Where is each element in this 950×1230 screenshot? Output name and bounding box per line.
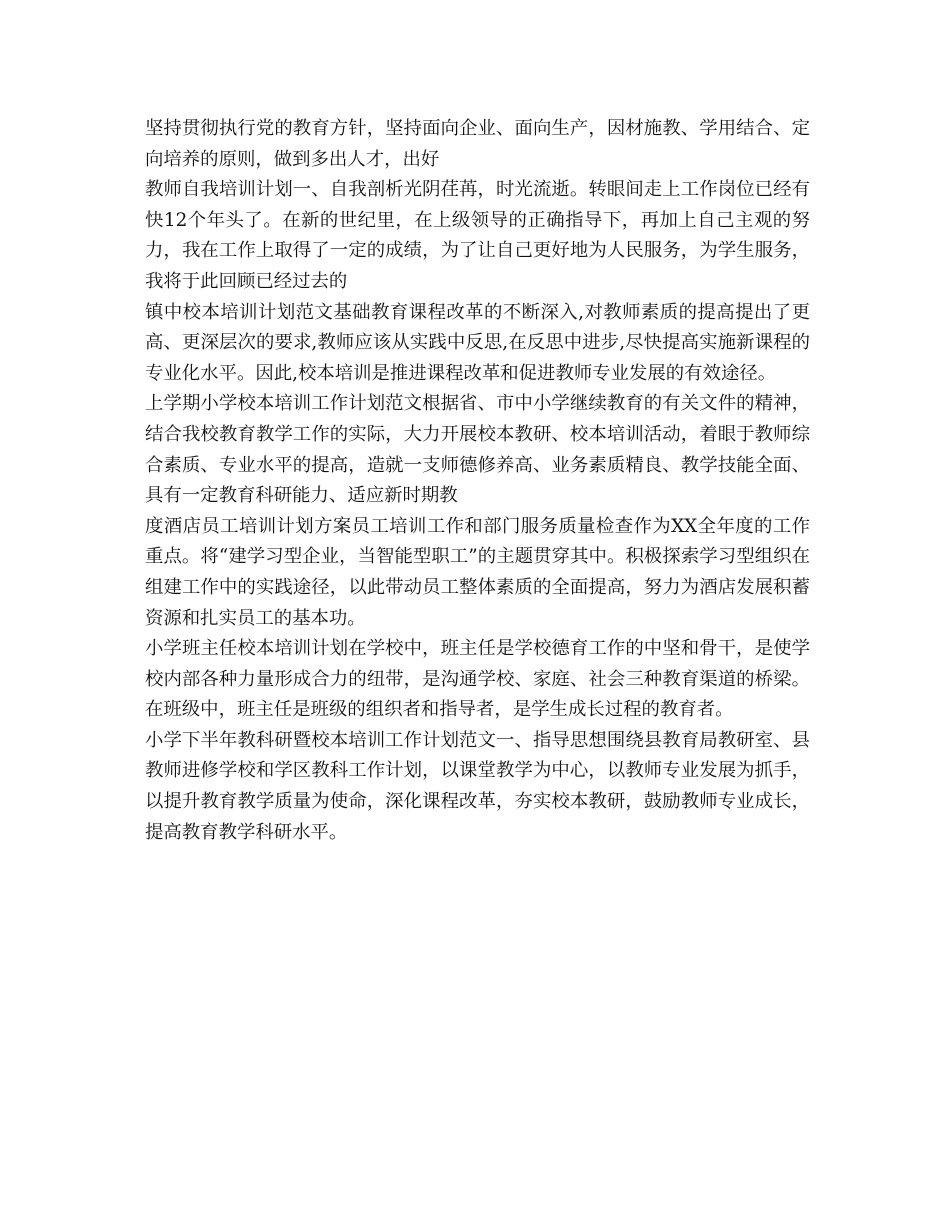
paragraph-5: 度酒店员工培训计划方案员工培训工作和部门服务质量检查作为XX全年度的工作重点。将“建学习型企业，当智能型职工”的主题贯穿其中。积极探索学习型组织在组建工作中的实践途径，以此带动员工整体素质的全面提高，努力为酒店发展积蓄资源和扎实员工的基本功。	[145, 515, 810, 629]
paragraph-7: 小学下半年教科研暨校本培训工作计划范文一、指导思想围绕县教育局教研室、县教师进修学校和学区教科工作计划，以课堂教学为中心，以教师专业发展为抓手，以提升教育教学质量为使命，深化课程改革，夯实校本教研，鼓励教师专业成长，提高教育教学科研水平。	[145, 729, 810, 843]
paragraph-1: 坚持贯彻执行党的教育方针，坚持面向企业、面向生产，因材施教、学用结合、定向培养的原则，做到多出人才，出好	[145, 118, 810, 170]
paragraph-2: 教师自我培训计划一、自我剖析光阴荏苒，时光流逝。转眼间走上工作岗位已经有快12个年头了。在新的世纪里，在上级领导的正确指导下，再加上自己主观的努力，我在工作上取得了一定的成绩，为了让自己更好地为人民服务，为学生服务，我将于此回顾已经过去的	[145, 179, 810, 292]
paragraph-4: 上学期小学校本培训工作计划范文根据省、市中小学继续教育的有关文件的精神，结合我校教育教学工作的实际，大力开展校本教研、校本培训活动，着眼于教师综合素质、专业水平的提高，造就一支师德修养高、业务素质精良、教学技能全面、具有一定教育科研能力、适应新时期教	[145, 393, 810, 507]
document-body	[145, 114, 810, 848]
paragraph-3: 镇中校本培训计划范文基础教育课程改革的不断深入,对教师素质的提高提出了更高、更深层次的要求,教师应该从实践中反思,在反思中进步,尽快提高实施新课程的专业化水平。因此,校本培训是推进课程改革和促进教师专业发展的有效途径。	[145, 301, 810, 384]
paragraph-6: 小学班主任校本培训计划在学校中，班主任是学校德育工作的中坚和骨干，是使学校内部各种力量形成合力的纽带，是沟通学校、家庭、社会三种教育渠道的桥梁。在班级中，班主任是班级的组织者和指导者，是学生成长过程的教育者。	[145, 638, 810, 721]
